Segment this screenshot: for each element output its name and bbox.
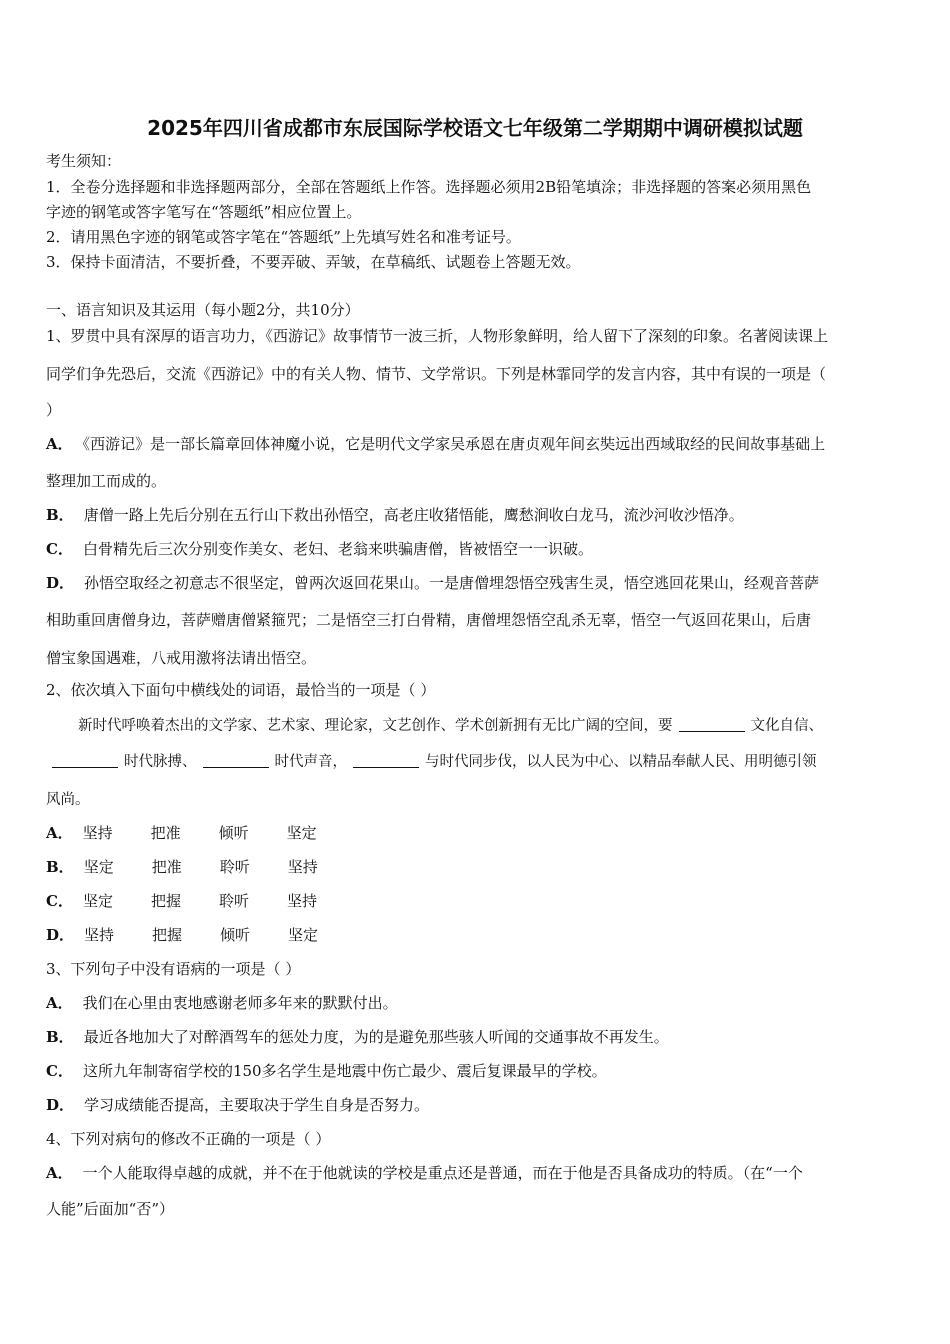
passage-text: 时代声音， [274,754,347,770]
q2-option-a [46,823,355,843]
q1-option-a-cont: 整理加工而成的。 [46,472,167,490]
q1-option-d-cont: 僧宝象国遇难，八戒用激将法请出悟空。 [46,649,317,667]
option-word: 坚持 [84,926,115,944]
q1-option-d-cont: 相助重回唐僧身边，菩萨赠唐僧紧箍咒；二是悟空三打白骨精，唐僧埋怨悟空乱杀无辜，悟空一气返回花果山，后唐 [46,611,812,629]
q3-option-a [46,993,398,1013]
option-word: 坚持 [287,858,318,876]
q2-passage-line [78,716,823,736]
option-word: 倾听 [218,824,249,842]
notice-item: 1．全卷分选择题和非选择题两部分，全部在答题纸上作答。选择题必须用2B铅笔填涂；非选择题的答案必须用黑色 [46,178,812,196]
option-label: A． [46,435,73,453]
q3-option-c [46,1061,607,1081]
option-word: 坚定 [83,858,114,876]
option-label: A． [46,1164,73,1182]
option-label: A． [46,994,73,1012]
q1-option-a [46,434,825,454]
q2-stem: 2、依次填入下面句中横线处的词语，最恰当的一项是（ ） [46,681,436,699]
option-text: 唐僧一路上先后分别在五行山下救出孙悟空，高老庄收猪悟能，鹰愁涧收白龙马，流沙河收沙悟净。 [83,506,744,524]
option-word: 把准 [151,858,182,876]
q1-option-b [46,505,744,525]
option-label: A． [46,824,73,842]
notice-item: 2．请用黑色字迹的钢笔或答字笔在“答题纸”上先填写姓名和准考证号。 [46,228,521,246]
option-label: D． [46,926,75,944]
notice-heading: 考生须知： [46,152,122,170]
fill-blank [353,753,419,768]
passage-text: 时代脉搏、 [124,754,197,770]
q1-option-d [46,573,819,593]
q2-passage-line [52,752,817,772]
q1-stem-line: ） [46,401,62,419]
q1-option-c [46,539,593,559]
passage-text: 新时代呼唤着杰出的文学家、艺术家、理论家，文艺创作、学术创新拥有无比广阔的空间，要 [78,718,673,734]
option-text: 我们在心里由衷地感谢老师多年来的默默付出。 [82,994,398,1012]
q3-option-d [46,1095,429,1115]
option-label: B． [46,506,74,524]
option-word: 聆听 [219,858,250,876]
q1-stem-line: 同学们争先恐后，交流《西游记》中的有关人物、情节、文学常识。下列是林霏同学的发言内容，其中有误的一项是（ [46,365,827,383]
option-label: C． [46,540,73,558]
q2-option-c [46,891,355,911]
q2-passage-line: 风尚。 [46,792,90,808]
option-word: 坚持 [82,824,113,842]
option-word: 坚持 [286,892,317,910]
option-text: 这所九年制寄宿学校的150多名学生是地震中伤亡最少、震后复课最早的学校。 [82,1062,607,1080]
q4-option-a [46,1163,803,1183]
option-word: 坚定 [286,824,317,842]
option-word: 聆听 [218,892,249,910]
option-word: 把准 [150,824,181,842]
q3-option-b [46,1027,669,1047]
option-word: 坚定 [82,892,113,910]
page-title: 2025年四川省成都市东辰国际学校语文七年级第二学期期中调研模拟试题 [147,116,803,140]
q2-option-d [46,925,356,945]
option-word: 坚定 [288,926,319,944]
option-label: D． [46,1096,75,1114]
notice-item: 3．保持卡面清洁，不要折叠，不要弄破、弄皱，在草稿纸、试题卷上答题无效。 [46,253,581,271]
notice-item: 字迹的钢笔或答字笔写在“答题纸”相应位置上。 [46,203,362,221]
option-label: C． [46,892,73,910]
option-text: 学习成绩能否提高，主要取决于学生自身是否努力。 [84,1096,430,1114]
option-text: 白骨精先后三次分别变作美女、老妇、老翁来哄骗唐僧，皆被悟空一一识破。 [82,540,593,558]
q1-stem-line: 1、罗贯中具有深厚的语言功力，《西游记》故事情节一波三折，人物形象鲜明，给人留下了深刻的印象。名著阅读课上 [46,327,829,345]
option-label: D． [46,574,75,592]
option-text: 一个人能取得卓越的成就，并不在于他就读的学校是重点还是普通，而在于他是否具备成功的特质。（在“一个 [82,1164,803,1182]
option-label: B． [46,1028,74,1046]
q4-stem: 4、下列对病句的修改不正确的一项是（ ） [46,1130,331,1148]
passage-text: 与时代同步伐，以人民为中心、以精品奉献人民、用明德引领 [425,754,817,770]
q4-option-a-cont: 人能”后面加“否”） [46,1200,175,1218]
option-text: 孙悟空取经之初意志不很坚定，曾两次返回花果山。一是唐僧埋怨悟空残害生灵，悟空逃回花果山，经观音菩萨 [84,574,820,592]
passage-text: 文化自信、 [750,718,823,734]
option-text: 最近各地加大了对醉酒驾车的惩处力度，为的是避免那些骇人听闻的交通事故不再发生。 [83,1028,669,1046]
q3-stem: 3、下列句子中没有语病的一项是（ ） [46,960,301,978]
option-text: 《西游记》是一部长篇章回体神魔小说，它是明代文学家吴承恩在唐贞观年间玄奘远出西域取经的民间故事基础上 [82,435,826,453]
fill-blank [679,717,745,732]
fill-blank [203,753,269,768]
option-label: B． [46,858,74,876]
option-label: C． [46,1062,73,1080]
q2-option-b [46,857,356,877]
fill-blank [52,753,118,768]
option-word: 倾听 [220,926,251,944]
option-word: 把握 [150,892,181,910]
section-heading: 一、语言知识及其运用（每小题2分，共10分） [46,301,360,319]
option-word: 把握 [152,926,183,944]
